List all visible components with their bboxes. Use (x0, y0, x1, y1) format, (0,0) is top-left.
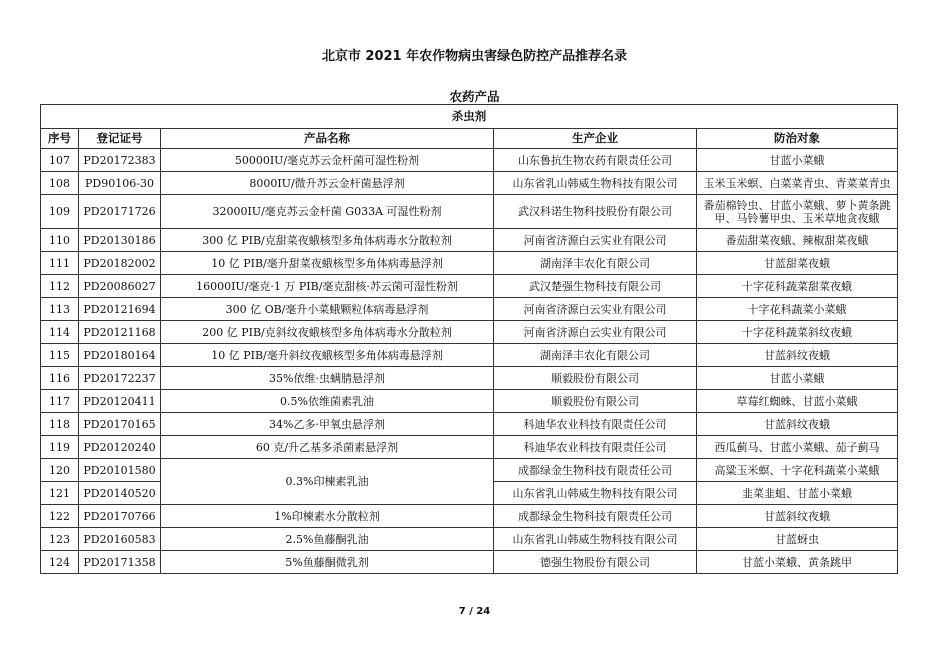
column-header-reg: 登记证号 (79, 129, 161, 149)
cell-no: 123 (41, 528, 79, 551)
table-row (41, 367, 898, 390)
cell-company: 河南省济源白云实业有限公司 (494, 229, 697, 252)
cell-no: 112 (41, 275, 79, 298)
cell-name: 2.5%鱼藤酮乳油 (161, 528, 494, 551)
cell-reg: PD20160583 (79, 528, 161, 551)
table-row (41, 275, 898, 298)
cell-target: 甘蓝小菜蛾 (697, 367, 898, 390)
cell-name: 50000IU/毫克苏云金杆菌可湿性粉剂 (161, 149, 494, 172)
product-table (40, 104, 898, 574)
cell-target: 高粱玉米螟、十字花科蔬菜小菜蛾 (697, 459, 898, 482)
cell-target: 甘蓝小菜蛾、黄条跳甲 (697, 551, 898, 574)
column-header-company: 生产企业 (494, 129, 697, 149)
cell-no: 124 (41, 551, 79, 574)
cell-target: 甘蓝斜纹夜蛾 (697, 413, 898, 436)
cell-no: 108 (41, 172, 79, 195)
cell-no: 115 (41, 344, 79, 367)
cell-target: 甘蓝斜纹夜蛾 (697, 344, 898, 367)
cell-name: 0.3%印楝素乳油 (161, 459, 494, 505)
cell-no: 114 (41, 321, 79, 344)
document-title: 北京市 2021 年农作物病虫害绿色防控产品推荐名录 (321, 49, 628, 64)
cell-target: 十字花科蔬菜斜纹夜蛾 (697, 321, 898, 344)
category-label: 杀虫剂 (41, 105, 898, 129)
cell-reg: PD20121694 (79, 298, 161, 321)
cell-reg: PD20140520 (79, 482, 161, 505)
column-header-no: 序号 (41, 129, 79, 149)
table-row (41, 528, 898, 551)
cell-no: 122 (41, 505, 79, 528)
cell-company: 德强生物股份有限公司 (494, 551, 697, 574)
cell-name: 32000IU/毫克苏云金杆菌 G033A 可湿性粉剂 (161, 195, 494, 229)
cell-company: 湖南泽丰农化有限公司 (494, 252, 697, 275)
cell-reg: PD20182002 (79, 252, 161, 275)
cell-name: 60 克/升乙基多杀菌素悬浮剂 (161, 436, 494, 459)
cell-company: 顺毅股份有限公司 (494, 390, 697, 413)
cell-target: 甘蓝小菜蛾 (697, 149, 898, 172)
cell-no: 118 (41, 413, 79, 436)
cell-reg: PD20171726 (79, 195, 161, 229)
table-row (41, 505, 898, 528)
cell-company: 山东省乳山韩威生物科技有限公司 (494, 482, 697, 505)
page-indicator: 7 / 24 (458, 606, 491, 617)
cell-no: 117 (41, 390, 79, 413)
cell-company: 河南省济源白云实业有限公司 (494, 321, 697, 344)
header-row (41, 129, 898, 149)
cell-reg: PD20120240 (79, 436, 161, 459)
cell-no: 120 (41, 459, 79, 482)
cell-target: 番茄棉铃虫、甘蓝小菜蛾、萝卜黄条跳甲、马铃薯甲虫、玉米草地贪夜蛾 (697, 195, 898, 229)
cell-no: 116 (41, 367, 79, 390)
cell-name: 8000IU/微升苏云金杆菌悬浮剂 (161, 172, 494, 195)
table-row (41, 172, 898, 195)
table-row (41, 195, 898, 229)
cell-target: 韭菜韭蛆、甘蓝小菜蛾 (697, 482, 898, 505)
cell-name: 16000IU/毫克·1 万 PIB/毫克甜核·苏云菌可湿性粉剂 (161, 275, 494, 298)
cell-company: 顺毅股份有限公司 (494, 367, 697, 390)
cell-target: 番茄甜菜夜蛾、辣椒甜菜夜蛾 (697, 229, 898, 252)
cell-target: 十字花科蔬菜甜菜夜蛾 (697, 275, 898, 298)
table-row (41, 229, 898, 252)
cell-name: 5%鱼藤酮微乳剂 (161, 551, 494, 574)
cell-company: 山东鲁抗生物农药有限责任公司 (494, 149, 697, 172)
cell-reg: PD20101580 (79, 459, 161, 482)
cell-target: 十字花科蔬菜小菜蛾 (697, 298, 898, 321)
cell-reg: PD20180164 (79, 344, 161, 367)
cell-reg: PD90106-30 (79, 172, 161, 195)
cell-reg: PD20172237 (79, 367, 161, 390)
cell-company: 科迪华农业科技有限责任公司 (494, 436, 697, 459)
table-row (41, 149, 898, 172)
cell-company: 山东省乳山韩威生物科技有限公司 (494, 172, 697, 195)
cell-company: 山东省乳山韩威生物科技有限公司 (494, 528, 697, 551)
cell-target: 西瓜蓟马、甘蓝小菜蛾、茄子蓟马 (697, 436, 898, 459)
cell-target: 甘蓝甜菜夜蛾 (697, 252, 898, 275)
cell-name: 10 亿 PIB/毫升甜菜夜蛾核型多角体病毒悬浮剂 (161, 252, 494, 275)
cell-company: 成都绿金生物科技有限责任公司 (494, 459, 697, 482)
section-title: 农药产品 (449, 89, 500, 104)
cell-reg: PD20121168 (79, 321, 161, 344)
cell-target: 甘蓝蚜虫 (697, 528, 898, 551)
table-row (41, 344, 898, 367)
cell-target: 甘蓝斜纹夜蛾 (697, 505, 898, 528)
cell-company: 科迪华农业科技有限责任公司 (494, 413, 697, 436)
cell-name: 300 亿 PIB/克甜菜夜蛾核型多角体病毒水分散粒剂 (161, 229, 494, 252)
category-row (41, 105, 898, 129)
cell-no: 113 (41, 298, 79, 321)
cell-no: 119 (41, 436, 79, 459)
column-header-target: 防治对象 (697, 129, 898, 149)
cell-reg: PD20171358 (79, 551, 161, 574)
table-row (41, 390, 898, 413)
table-row (41, 252, 898, 275)
cell-no: 111 (41, 252, 79, 275)
cell-reg: PD20086027 (79, 275, 161, 298)
cell-name: 200 亿 PIB/克斜纹夜蛾核型多角体病毒水分散粒剂 (161, 321, 494, 344)
column-header-name: 产品名称 (161, 129, 494, 149)
cell-company: 武汉科诺生物科技股份有限公司 (494, 195, 697, 229)
cell-reg: PD20170165 (79, 413, 161, 436)
cell-target: 玉米玉米螟、白菜菜青虫、青菜菜青虫 (697, 172, 898, 195)
table-row (41, 459, 898, 482)
cell-no: 107 (41, 149, 79, 172)
cell-name: 1%印楝素水分散粒剂 (161, 505, 494, 528)
cell-reg: PD20172383 (79, 149, 161, 172)
cell-company: 成都绿金生物科技有限责任公司 (494, 505, 697, 528)
table-row (41, 551, 898, 574)
cell-name: 34%乙多·甲氧虫悬浮剂 (161, 413, 494, 436)
cell-company: 河南省济源白云实业有限公司 (494, 298, 697, 321)
cell-company: 武汉楚强生物科技有限公司 (494, 275, 697, 298)
cell-name: 300 亿 OB/毫升小菜蛾颗粒体病毒悬浮剂 (161, 298, 494, 321)
cell-name: 35%依维·虫螨腈悬浮剂 (161, 367, 494, 390)
cell-reg: PD20170766 (79, 505, 161, 528)
cell-no: 110 (41, 229, 79, 252)
cell-no: 121 (41, 482, 79, 505)
table-row (41, 321, 898, 344)
cell-name: 0.5%依维菌素乳油 (161, 390, 494, 413)
cell-reg: PD20130186 (79, 229, 161, 252)
cell-name: 10 亿 PIB/毫升斜纹夜蛾核型多角体病毒悬浮剂 (161, 344, 494, 367)
table-row (41, 436, 898, 459)
cell-target: 草莓红蜘蛛、甘蓝小菜蛾 (697, 390, 898, 413)
table-row (41, 298, 898, 321)
cell-reg: PD20120411 (79, 390, 161, 413)
cell-no: 109 (41, 195, 79, 229)
cell-company: 湖南泽丰农化有限公司 (494, 344, 697, 367)
table-row (41, 413, 898, 436)
